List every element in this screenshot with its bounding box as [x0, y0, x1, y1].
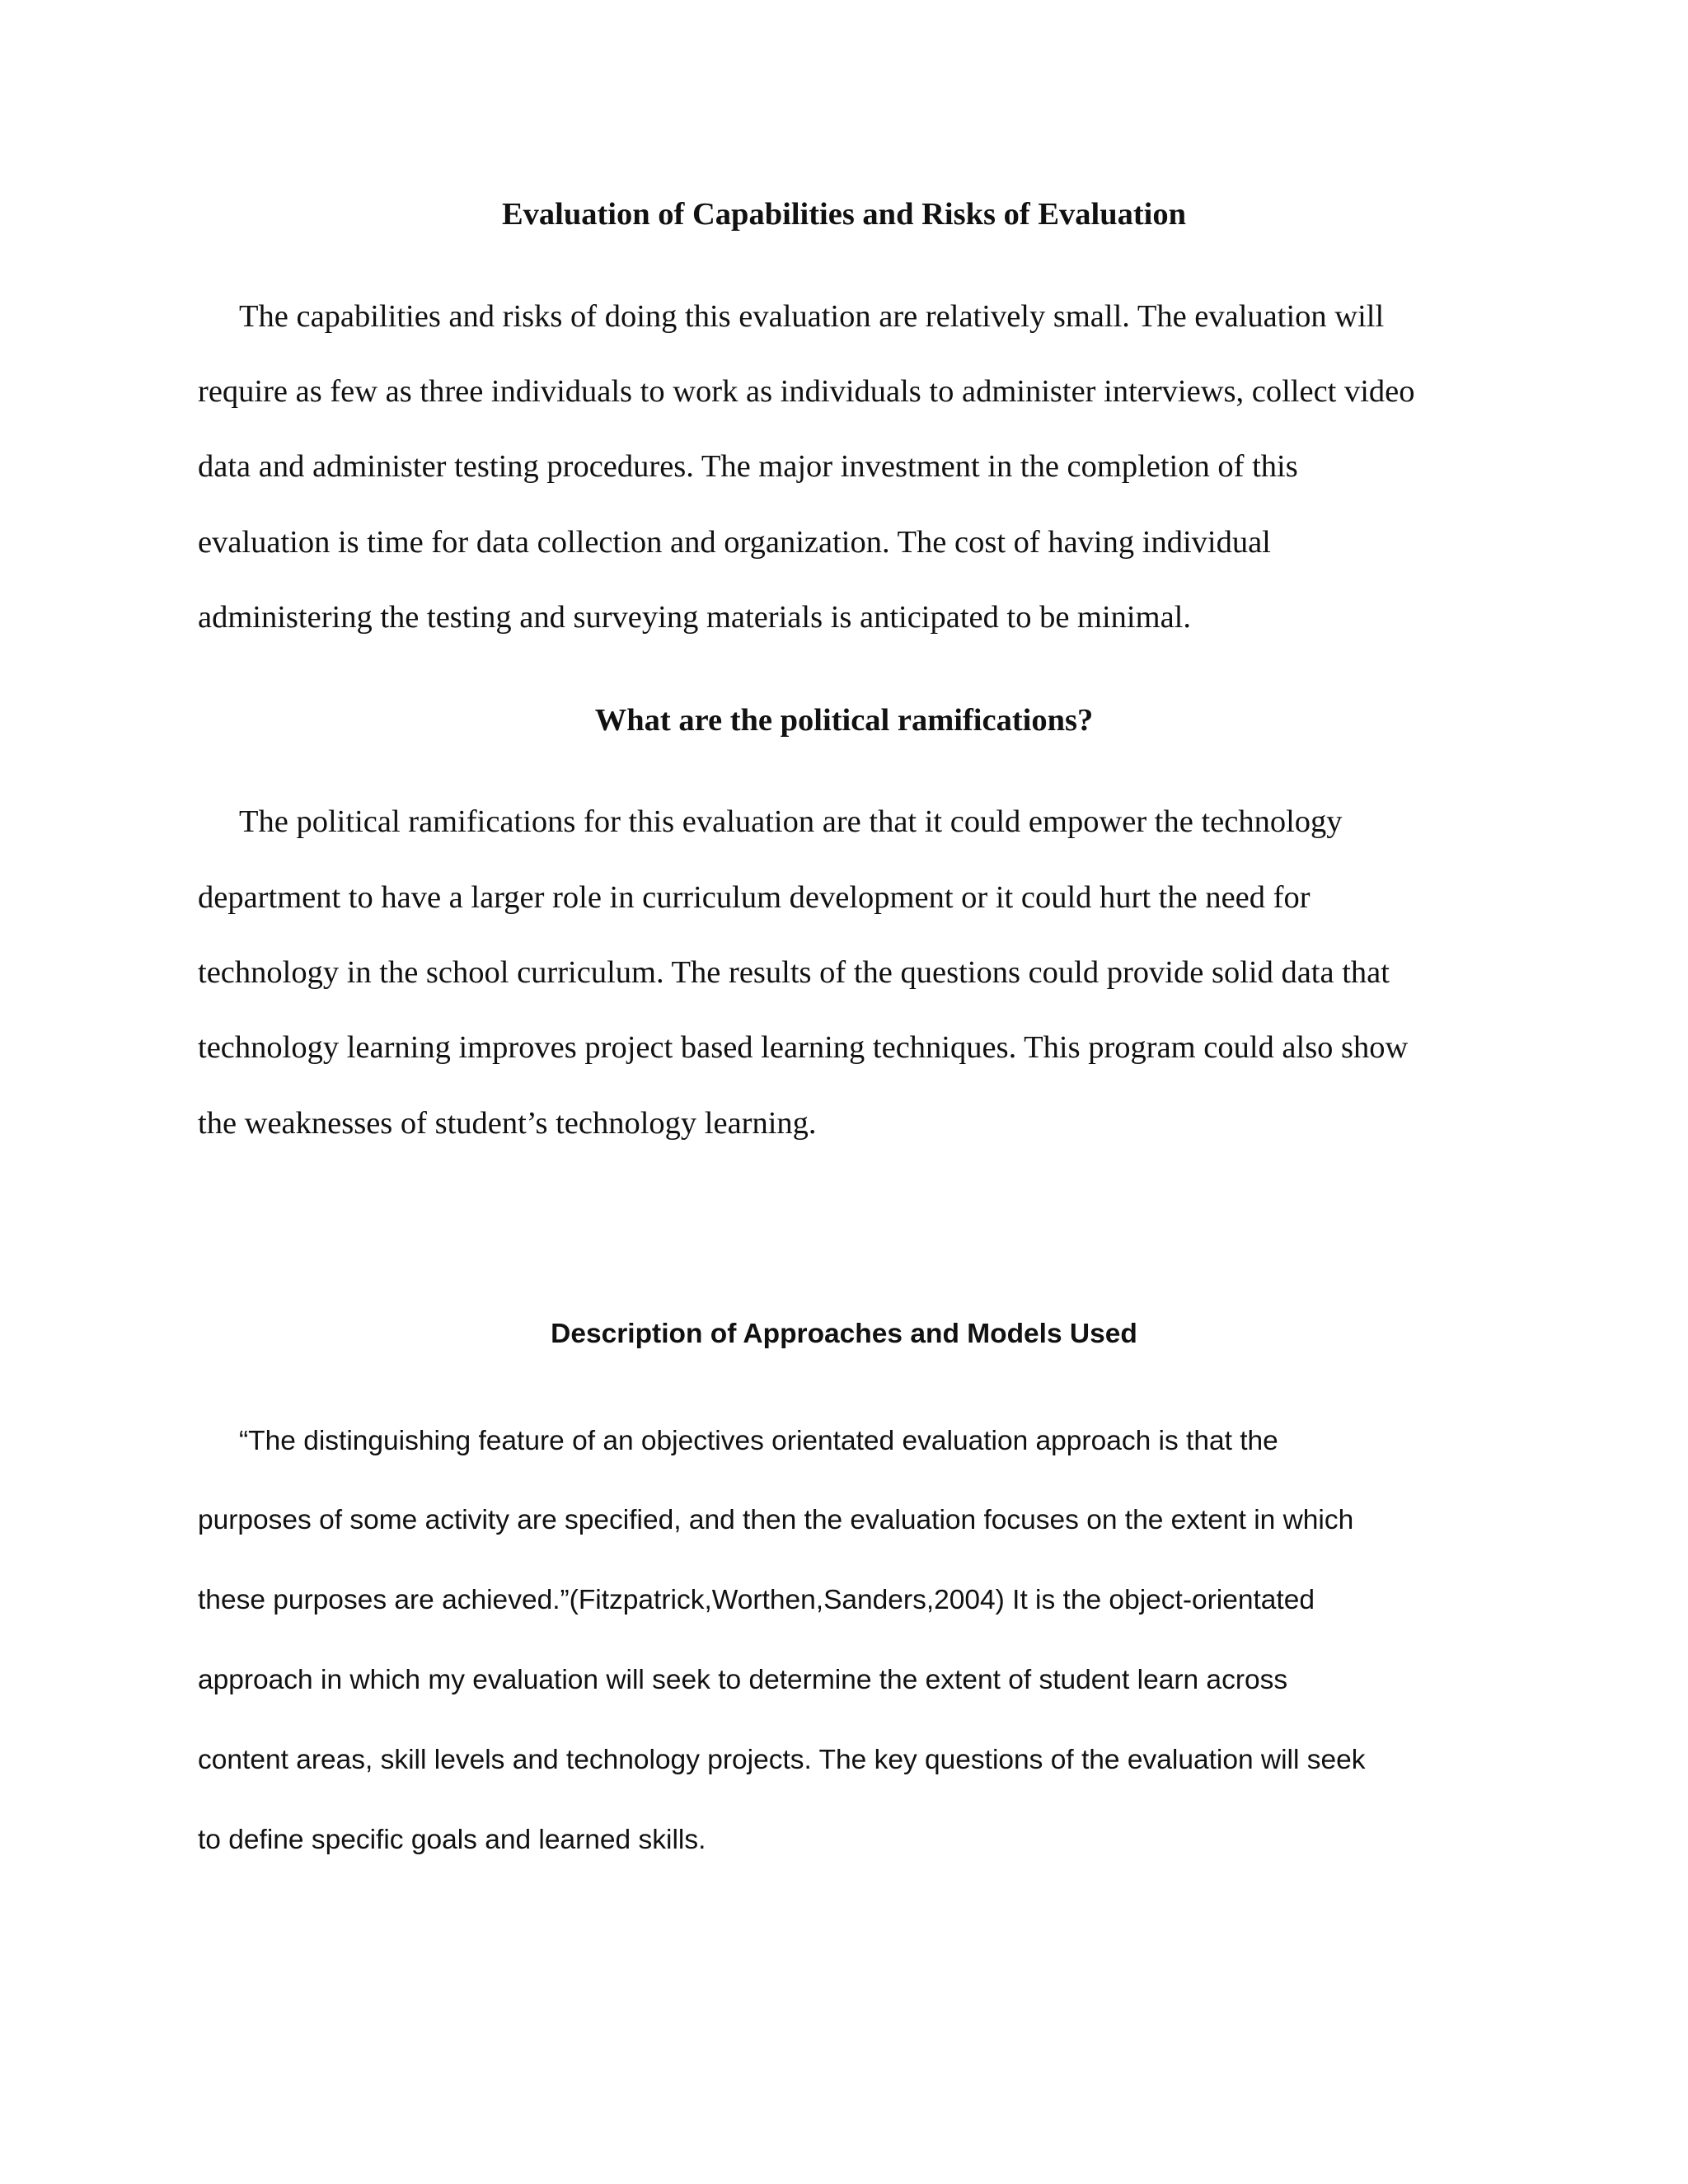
- section-heading-capabilities-risks: Evaluation of Capabilities and Risks of Evaluation: [501, 197, 1187, 232]
- paragraph-line: department to have a larger role in curriculum development or it could hurt the need for: [198, 880, 1311, 915]
- paragraph-line: the weaknesses of student’s technology learning.: [198, 1106, 817, 1141]
- paragraph-line: these purposes are achieved.”(Fitzpatrick,Worthen,Sanders,2004) It is the object-orientated: [198, 1585, 1315, 1615]
- paragraph-line: to define specific goals and learned skills.: [198, 1825, 706, 1855]
- section-heading-political-ramifications: What are the political ramifications?: [594, 703, 1094, 738]
- paragraph-line: purposes of some activity are specified, and then the evaluation focuses on the extent in which: [198, 1505, 1354, 1535]
- paragraph-line: require as few as three individuals to work as individuals to administer interviews, collect video: [198, 374, 1415, 409]
- section-heading-approaches-models: Description of Approaches and Models Used: [551, 1319, 1137, 1349]
- paragraph-line: technology learning improves project based learning techniques. This program could also show: [198, 1030, 1409, 1065]
- paragraph-line: The political ramifications for this evaluation are that it could empower the technology: [239, 804, 1343, 839]
- paragraph-line: content areas, skill levels and technology projects. The key questions of the evaluation will seek: [198, 1745, 1366, 1775]
- paragraph-line: The capabilities and risks of doing this evaluation are relatively small. The evaluation will: [239, 299, 1385, 334]
- paragraph-line: data and administer testing procedures. The major investment in the completion of this: [198, 449, 1298, 484]
- paragraph-line: technology in the school curriculum. The results of the questions could provide solid data that: [198, 955, 1390, 990]
- paragraph-line: approach in which my evaluation will seek to determine the extent of student learn across: [198, 1665, 1288, 1695]
- paragraph-line: administering the testing and surveying materials is anticipated to be minimal.: [198, 600, 1191, 635]
- paragraph-line: “The distinguishing feature of an objectives orientated evaluation approach is that the: [239, 1426, 1278, 1456]
- paragraph-line: evaluation is time for data collection and organization. The cost of having individual: [198, 525, 1271, 560]
